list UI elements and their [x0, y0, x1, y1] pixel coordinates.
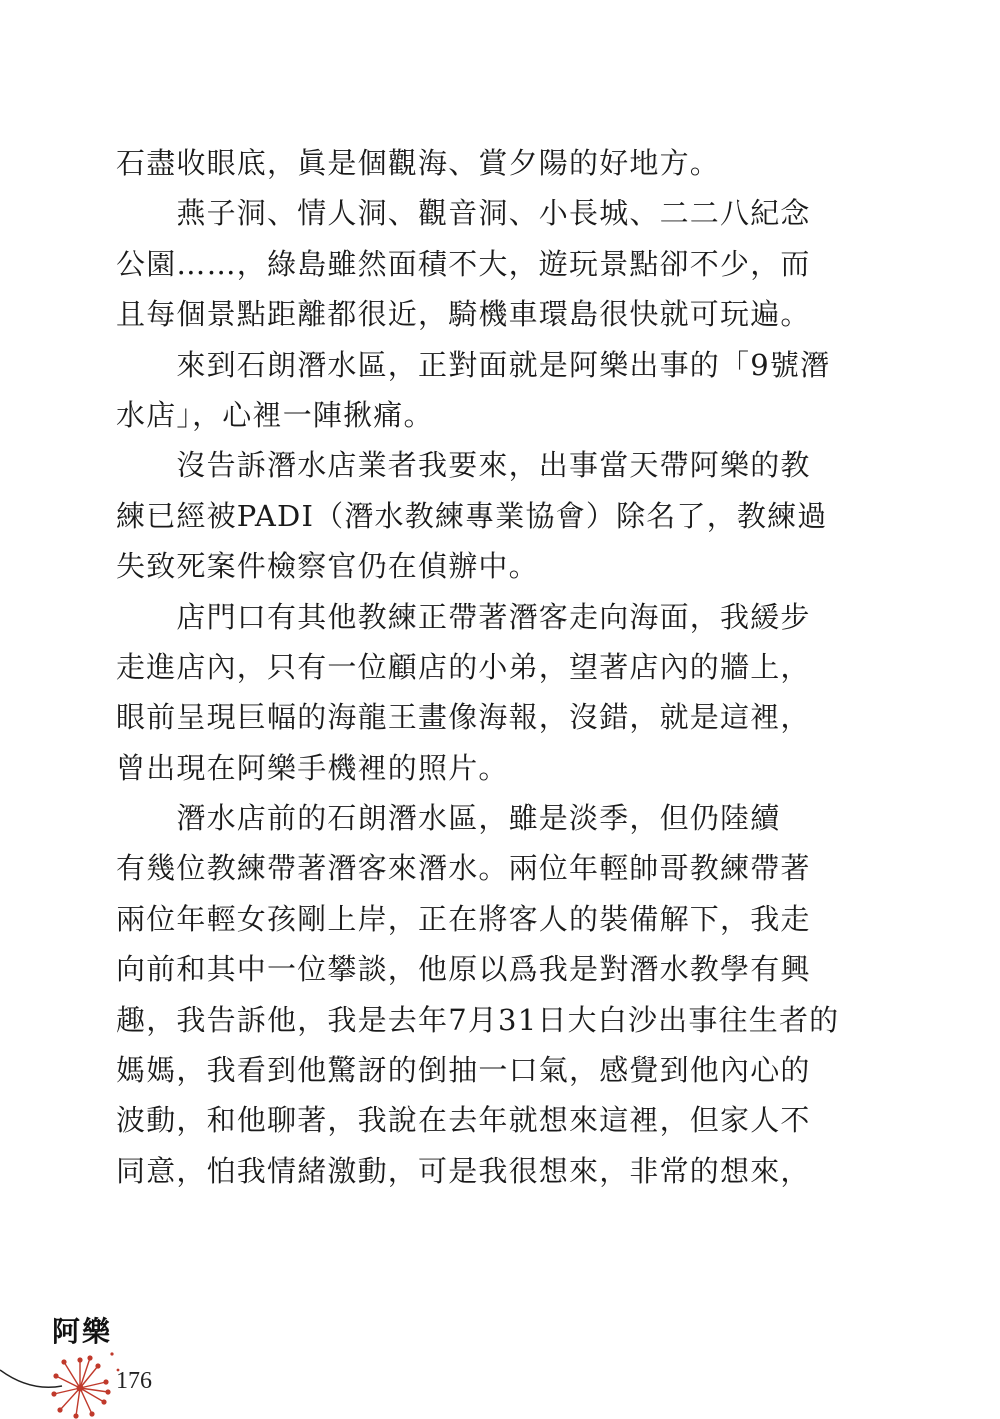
body-line: 且每個景點距離都很近，騎機車環島很快就可玩遍。 — [116, 297, 811, 332]
body-line: 媽媽，我看到他驚訝的倒抽一口氣，感覺到他內心的 — [116, 1053, 811, 1088]
body-line: 練已經被PADI（潛水教練專業協會）除名了，教練過 — [116, 498, 828, 533]
body-line: 走進店內，只有一位顧店的小弟，望著店內的牆上， — [116, 649, 811, 684]
body-line: 有幾位教練帶著潛客來潛水。兩位年輕帥哥教練帶著 — [116, 851, 811, 886]
body-line: 燕子洞、情人洞、觀音洞、小長城、二二八紀念 — [116, 196, 811, 231]
body-line: 來到石朗潛水區，正對面就是阿樂出事的「9號潛 — [116, 347, 831, 382]
body-line: 眼前呈現巨幅的海龍王畫像海報，沒錯，就是這裡， — [116, 700, 811, 735]
book-title: 阿樂 — [52, 1315, 113, 1348]
body-line: 趣，我告訴他，我是去年7月31日大白沙出事往生者的 — [116, 1002, 840, 1037]
body-line: 公園……，綠島雖然面積不大，遊玩景點卻不少，而 — [116, 246, 811, 281]
body-text — [116, 138, 840, 1196]
body-line: 曾出現在阿樂手機裡的照片。 — [116, 750, 509, 785]
body-line: 同意，怕我情緒激動，可是我很想來，非常的想來， — [116, 1153, 811, 1188]
body-line: 水店」，心裡一陣揪痛。 — [116, 397, 434, 432]
body-line: 石盡收眼底，眞是個觀海、賞夕陽的好地方。 — [116, 146, 721, 180]
body-line: 向前和其中一位攀談，他原以爲我是對潛水教學有興 — [116, 952, 811, 987]
body-line: 兩位年輕女孩剛上岸，正在將客人的裝備解下，我走 — [116, 901, 811, 936]
page-footer — [0, 1300, 220, 1419]
body-line: 波動，和他聊著，我說在去年就想來這裡，但家人不 — [116, 1103, 811, 1138]
body-line: 沒告訴潛水店業者我要來，出事當天帶阿樂的教 — [116, 448, 811, 483]
page-number: 176 — [116, 1368, 152, 1394]
body-line: 潛水店前的石朗潛水區，雖是淡季，但仍陸續 — [116, 801, 781, 836]
body-line: 店門口有其他教練正帶著潛客走向海面，我緩步 — [116, 599, 811, 634]
body-line: 失致死案件檢察官仍在偵辦中。 — [116, 549, 539, 584]
